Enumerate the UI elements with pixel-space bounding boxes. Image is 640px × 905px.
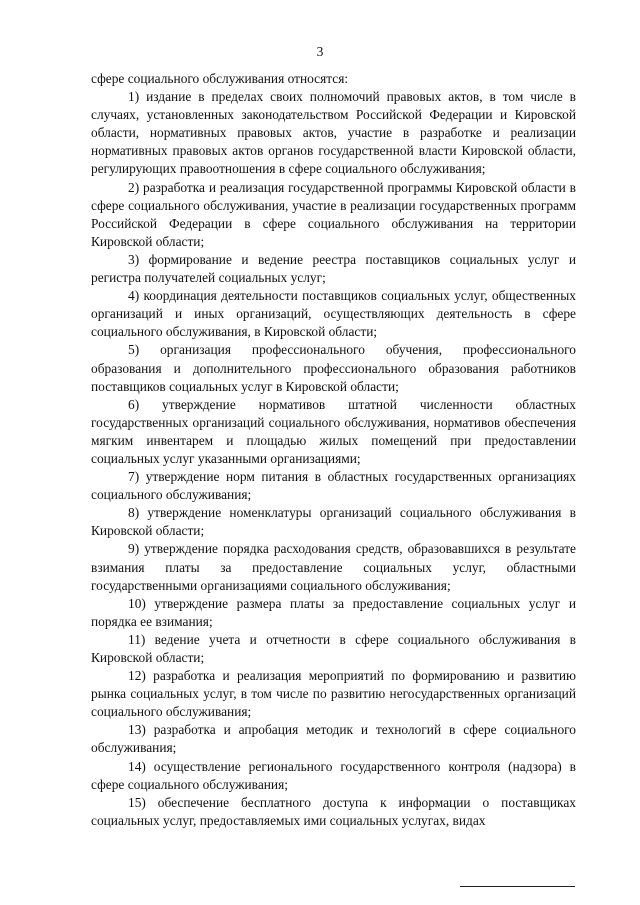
list-item-5: 5) организация профессионального обучения, профессионального образования и дополнительного профессионального образования работников поставщиков социальных услуг в Кировской области; xyxy=(91,342,576,394)
list-item-13: 13) разработка и апробация методик и технологий в сфере социального обслуживания; xyxy=(91,722,576,756)
list-item-15: 15) обеспечение бесплатного доступа к информации о поставщиках социальных услуг, предоставляемых ими социальных услугах, видах xyxy=(91,794,576,828)
list-item-14: 14) осуществление регионального государственного контроля (надзора) в сфере социального обслуживания; xyxy=(91,758,576,792)
page-number: 3 xyxy=(316,44,324,59)
list-item-12: 12) разработка и реализация мероприятий по формированию и развитию рынка социальных услуг, в том числе по развитию негосударственных организаций социального обслуживания; xyxy=(91,668,576,720)
list-item-3: 3) формирование и ведение реестра поставщиков социальных услуг и регистра получателей социальных услуг; xyxy=(91,251,576,286)
list-item-10: 10) утверждение размера платы за предоставление социальных услуг и порядка ее взимания; xyxy=(91,595,576,629)
document-body xyxy=(91,70,576,830)
list-item-6: 6) утверждение нормативов штатной численности областных государственных организаций социального обслуживания, нормативов обеспечения мягким инвентарем и площадью жилых помещений при предоставлении социальных услуг указанными организациями; xyxy=(91,396,576,466)
list-item-7: 7) утверждение норм питания в областных государственных организациях социального обслуживания; xyxy=(91,469,576,503)
footer-rule xyxy=(460,886,575,887)
list-item-2: 2) разработка и реализация государственной программы Кировской области в сфере социального обслуживания, участие в реализации государственных программ Российской Федерации в сфере социального обслуживания на территории Кировской области; xyxy=(91,179,576,249)
intro-paragraph: сфере социального обслуживания относятся: xyxy=(91,71,349,86)
list-item-9: 9) утверждение порядка расходования средств, образовавшихся в результате взимания платы за предоставление социальных услуг, областными государственными организациями социального обслуживания; xyxy=(91,541,576,593)
list-item-4: 4) координация деятельности поставщиков социальных услуг, общественных организаций и иных организаций, осуществляющих деятельность в сфере социального обслуживания, в Кировской области; xyxy=(91,288,576,340)
list-item-1: 1) издание в пределах своих полномочий правовых актов, в том числе в случаях, установленных законодательством Российской Федерации и Кировской области, нормативных правовых актов, участие в разработке и реализации нормативных правовых актов органов государственной власти Кировской области, регулирующих правоотношения в сфере социального обслуживания; xyxy=(91,89,576,177)
list-item-8: 8) утверждение номенклатуры организаций социального обслуживания в Кировской области; xyxy=(91,505,576,539)
list-item-11: 11) ведение учета и отчетности в сфере социального обслуживания в Кировской области; xyxy=(91,631,576,665)
